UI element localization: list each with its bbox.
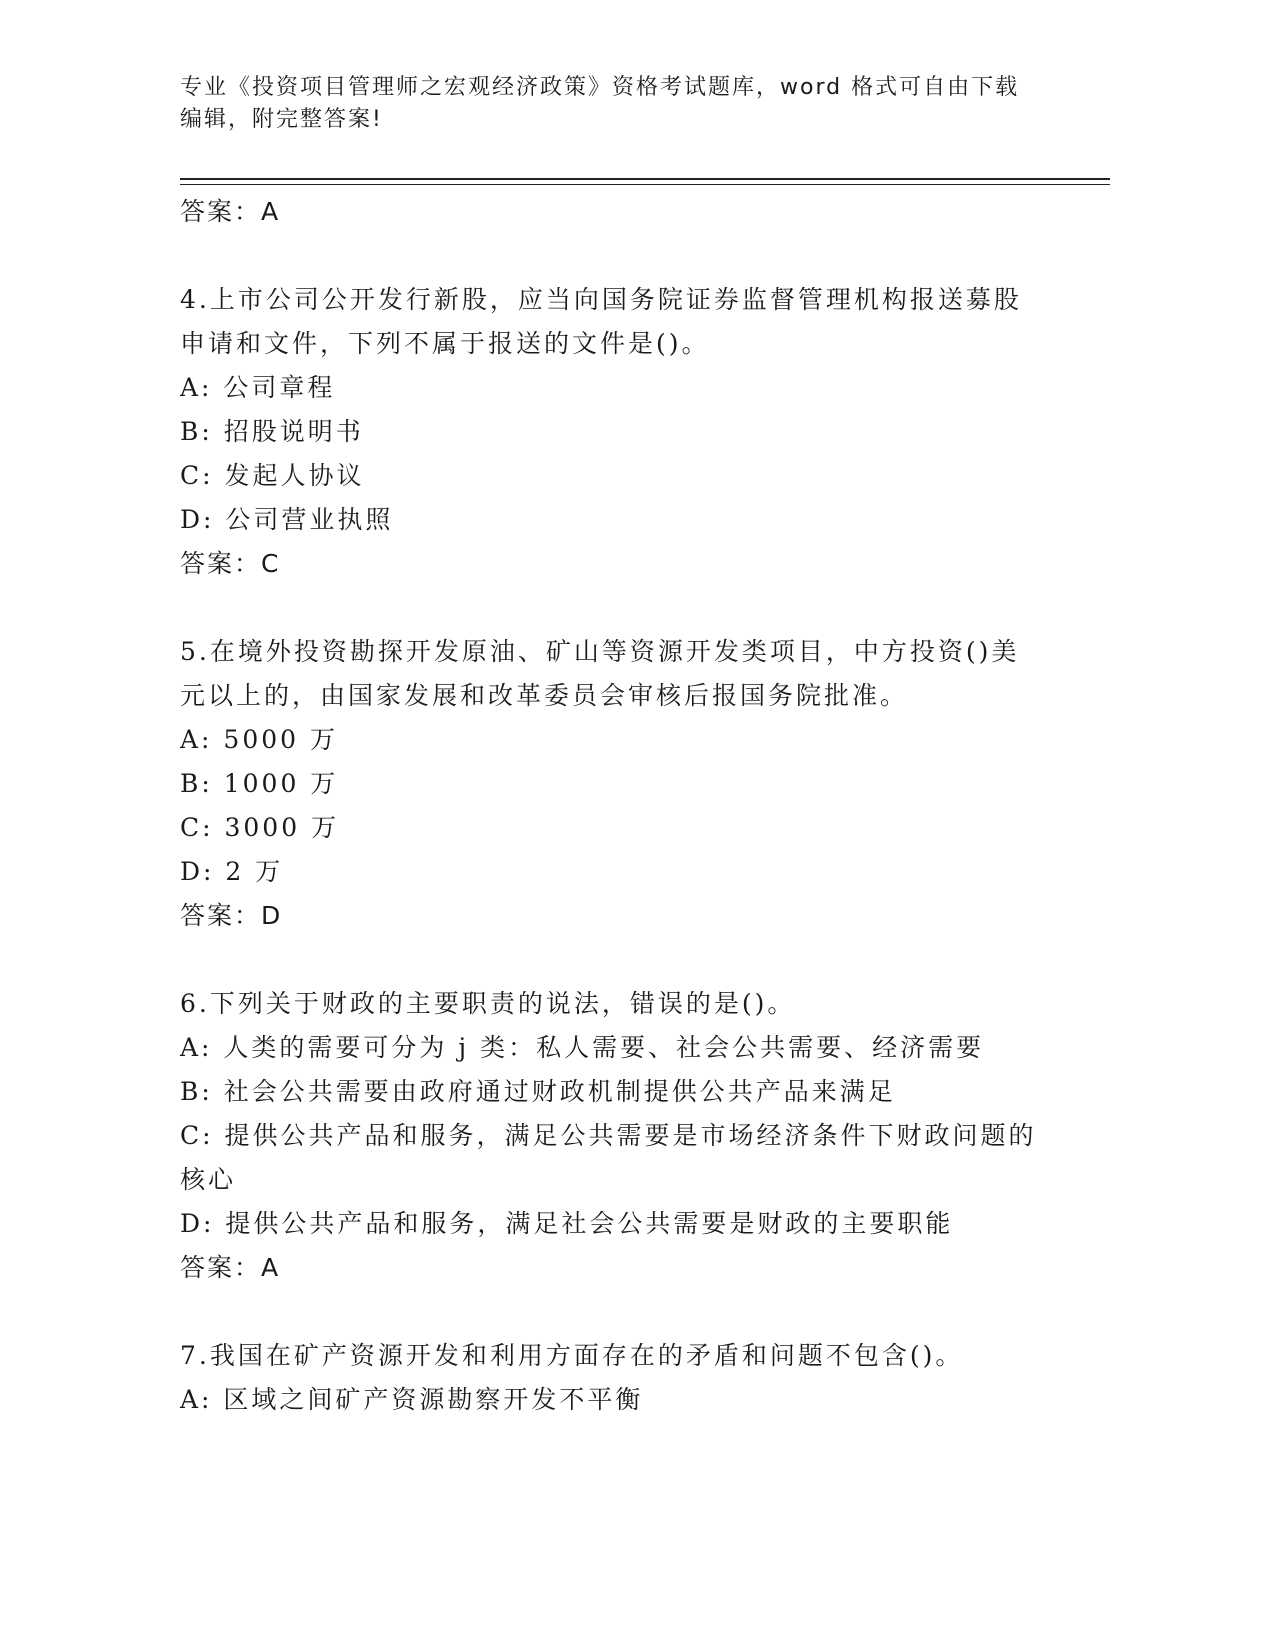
question-stem-line: 申请和文件，下列不属于报送的文件是()。 [180, 329, 710, 358]
question-block [180, 278, 1080, 586]
option-b: B: 招股说明书 [180, 417, 364, 446]
option-a: A: 人类的需要可分为 j 类：私人需要、社会公共需要、经济需要 [180, 1033, 985, 1062]
answer-line: 答案：A [180, 197, 281, 226]
spacer [180, 586, 1080, 630]
option-c: C: 发起人协议 [180, 461, 365, 490]
answer-line: 答案：C [180, 549, 281, 578]
answer-line: 答案：D [180, 901, 283, 930]
option-c-continued: 核心 [180, 1165, 237, 1194]
question-stem-line: 6.下列关于财政的主要职责的说法，错误的是()。 [180, 989, 796, 1018]
question-block [180, 1334, 1080, 1422]
option-c: C: 提供公共产品和服务，满足公共需要是市场经济条件下财政问题的 [180, 1121, 1037, 1150]
document-header [180, 72, 1040, 136]
document-body [180, 190, 1080, 1422]
option-d: D: 提供公共产品和服务，满足社会公共需要是财政的主要职能 [180, 1209, 954, 1238]
question-stem-line: 5.在境外投资勘探开发原油、矿山等资源开发类项目，中方投资()美 [180, 637, 1020, 666]
question-stem-line: 4.上市公司公开发行新股，应当向国务院证券监督管理机构报送募股 [180, 285, 1022, 314]
option-b: B: 1000 万 [180, 769, 339, 798]
question-stem-line: 7.我国在矿产资源开发和利用方面存在的矛盾和问题不包含()。 [180, 1341, 964, 1370]
answer-line: 答案：A [180, 1253, 281, 1282]
option-d: D: 公司营业执照 [180, 505, 394, 534]
option-b: B: 社会公共需要由政府通过财政机制提供公共产品来满足 [180, 1077, 896, 1106]
option-a: A: 5000 万 [180, 725, 338, 754]
header-rule-thin [180, 184, 1110, 185]
spacer [180, 938, 1080, 982]
header-rule-thick [180, 178, 1110, 180]
spacer [180, 1290, 1080, 1334]
option-a: A: 区域之间矿产资源勘察开发不平衡 [180, 1385, 644, 1414]
option-a: A: 公司章程 [180, 373, 336, 402]
option-d: D: 2 万 [180, 857, 284, 886]
header-text: 专业《投资项目管理师之宏观经济政策》资格考试题库，word 格式可自由下载编辑，附完整答案! [180, 75, 1020, 132]
question-block [180, 982, 1080, 1290]
question-stem-line: 元以上的，由国家发展和改革委员会审核后报国务院批准。 [180, 681, 909, 710]
spacer [180, 234, 1080, 278]
question-block [180, 630, 1080, 938]
option-c: C: 3000 万 [180, 813, 340, 842]
